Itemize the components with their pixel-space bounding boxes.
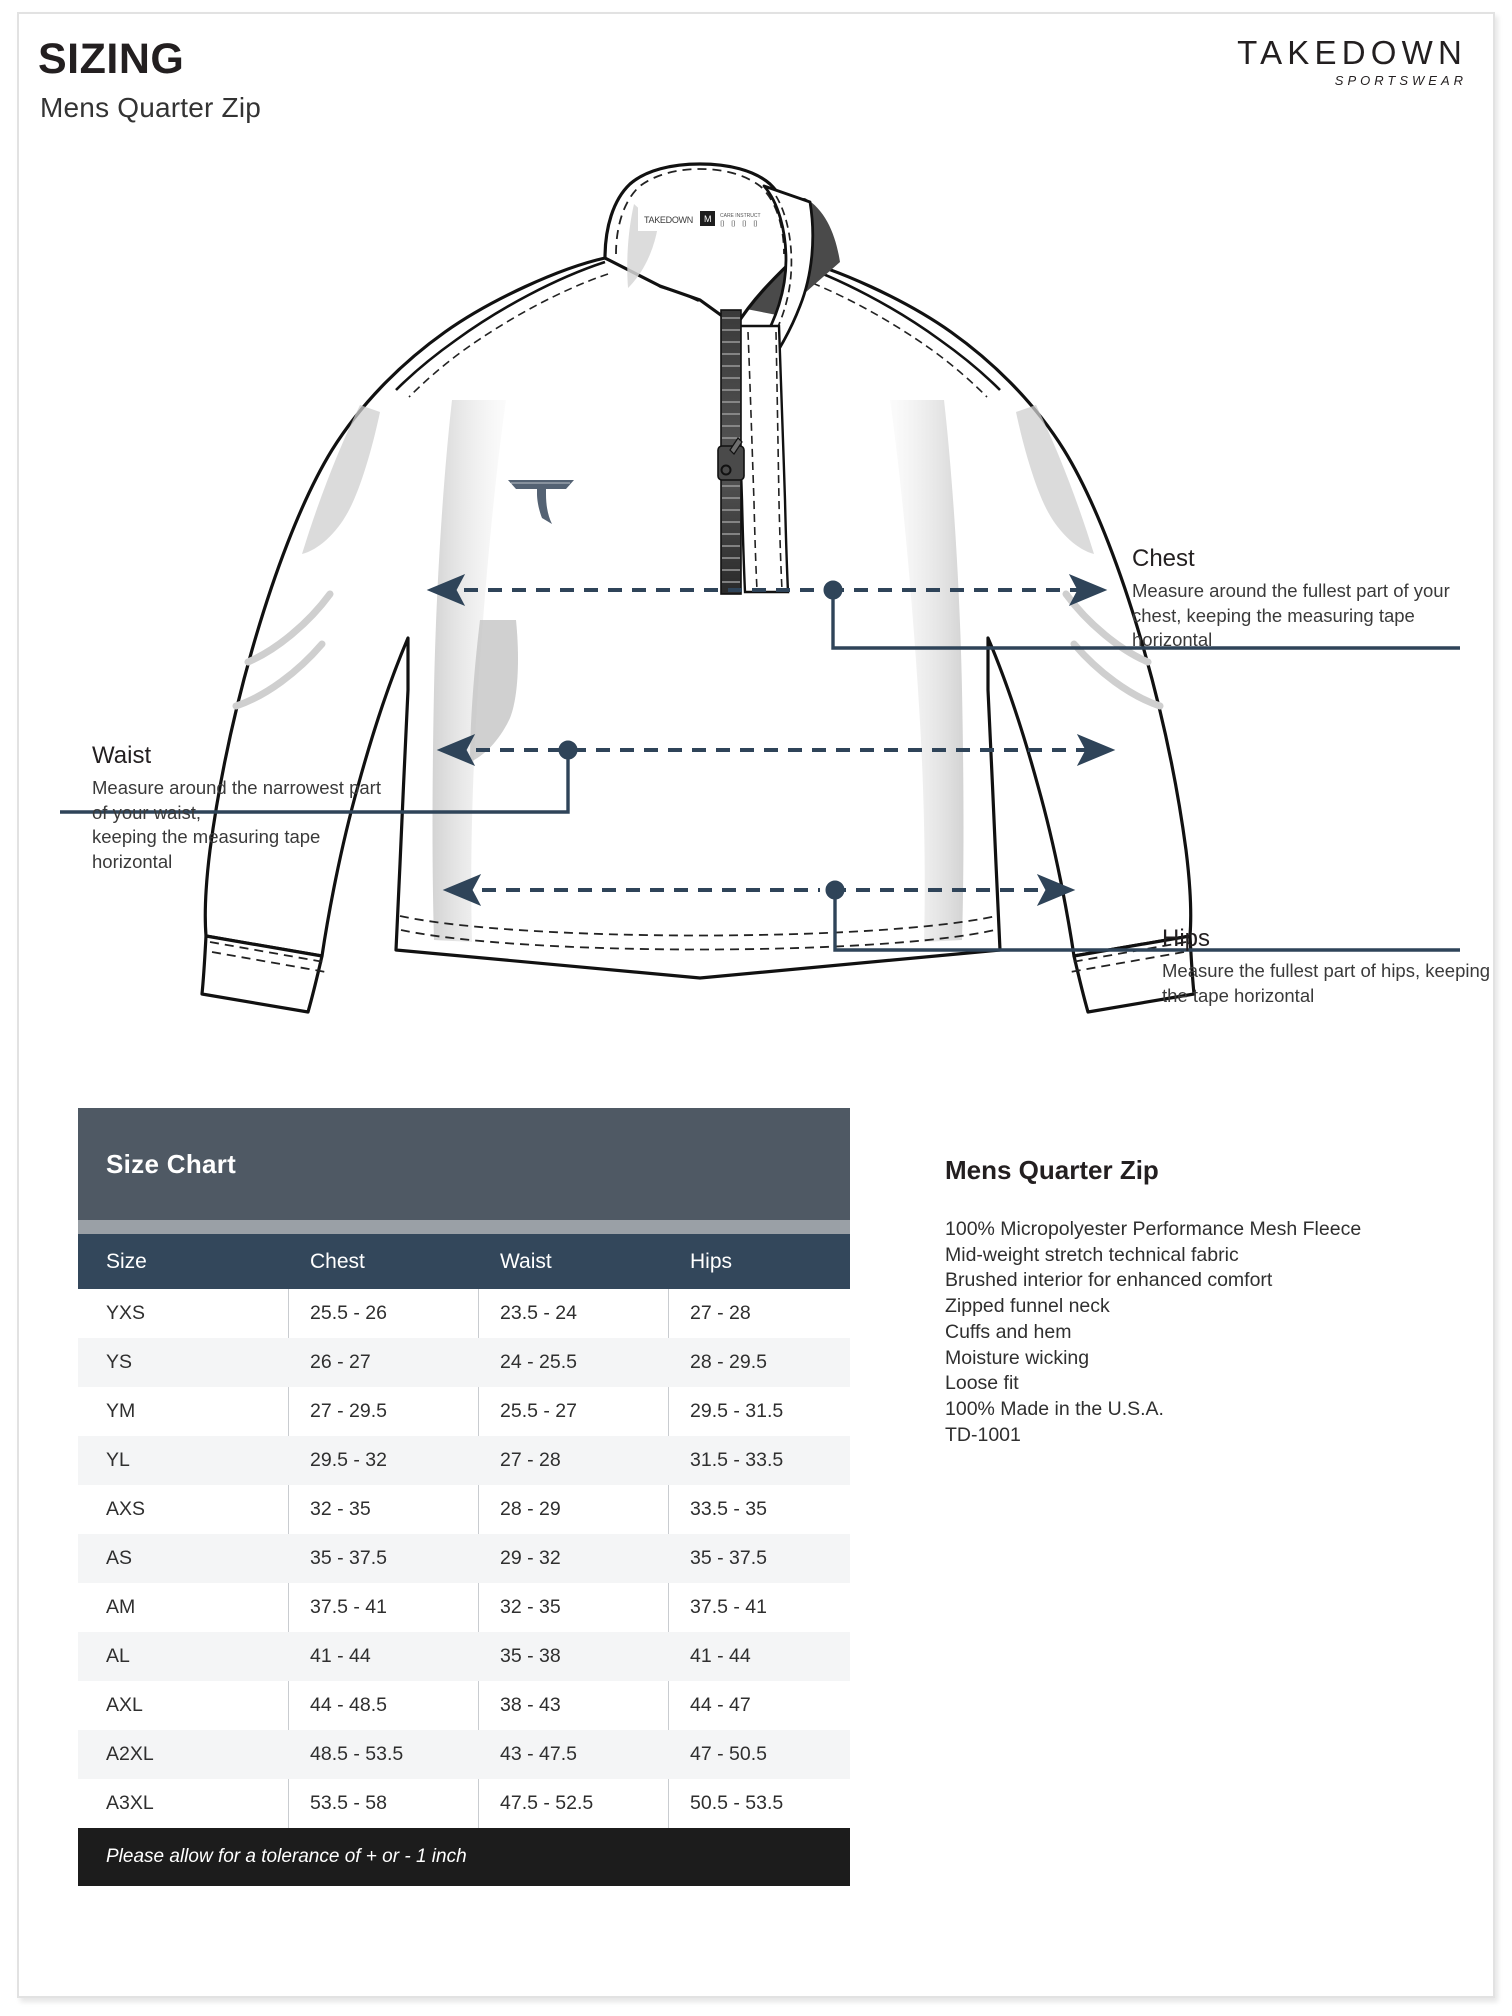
table-row (78, 1632, 850, 1681)
cell-waist: 47.5 - 52.5 (500, 1792, 594, 1814)
table-row (78, 1681, 850, 1730)
table-row (78, 1779, 850, 1828)
product-feature: Moisture wicking (945, 1346, 1090, 1369)
cell-hips: 50.5 - 53.5 (690, 1792, 784, 1814)
neck-label (638, 206, 764, 231)
svg-text:⌷ ⌷ ⌷ ⌷: ⌷ ⌷ ⌷ ⌷ (720, 219, 760, 228)
table-row (78, 1436, 850, 1485)
cell-hips: 33.5 - 35 (690, 1498, 767, 1520)
callout-chest-body: Measure around the fullest part of your chest, keeping the measuring tape horizontal (1132, 580, 1450, 651)
size-chart-header-row (78, 1234, 850, 1289)
brand-logo (1237, 36, 1467, 87)
product-feature: Mid-weight stretch technical fabric (945, 1243, 1239, 1266)
cell-waist: 35 - 38 (500, 1645, 561, 1667)
cell-size: AL (106, 1645, 130, 1667)
callout-waist-title: Waist (92, 742, 152, 769)
cell-waist: 25.5 - 27 (500, 1400, 577, 1422)
cell-hips: 35 - 37.5 (690, 1547, 767, 1569)
cell-hips: 41 - 44 (690, 1645, 751, 1667)
cell-hips: 44 - 47 (690, 1694, 751, 1716)
cell-chest: 26 - 27 (310, 1351, 371, 1373)
cell-chest: 29.5 - 32 (310, 1449, 387, 1471)
cell-hips: 47 - 50.5 (690, 1743, 767, 1765)
callout-chest (1132, 545, 1492, 653)
product-feature: Loose fit (945, 1372, 1019, 1395)
cell-size: A2XL (106, 1743, 154, 1765)
size-chart-banner-label: Size Chart (106, 1148, 237, 1179)
callout-waist-body: Measure around the narrowest part of your waist, keeping the measuring tape horizontal (92, 777, 381, 872)
product-feature: Zipped funnel neck (945, 1295, 1110, 1318)
brand-logo-tagline: SPORTSWEAR (1334, 73, 1467, 88)
cell-hips: 31.5 - 33.5 (690, 1449, 784, 1471)
cell-chest: 41 - 44 (310, 1645, 371, 1667)
brand-logo-name: TAKEDOWN (1237, 34, 1467, 71)
cell-chest: 35 - 37.5 (310, 1547, 387, 1569)
column-header-size: Size (106, 1249, 147, 1273)
table-row (78, 1338, 850, 1387)
cell-waist: 23.5 - 24 (500, 1302, 577, 1324)
size-chart-divider (78, 1220, 850, 1234)
svg-text:CARE INSTRUCT: CARE INSTRUCT (720, 213, 761, 219)
size-chart-footnote-text: Please allow for a tolerance of + or - 1 inch (106, 1846, 467, 1867)
product-feature: 100% Made in the U.S.A. (945, 1398, 1164, 1421)
product-feature-list (945, 1217, 1415, 1449)
cell-waist: 32 - 35 (500, 1596, 561, 1618)
svg-text:TAKEDOWN: TAKEDOWN (644, 215, 693, 225)
cell-size: YXS (106, 1302, 146, 1324)
cell-size: AXS (106, 1498, 146, 1520)
cell-size: AS (106, 1547, 133, 1569)
size-chart-banner (78, 1108, 850, 1220)
table-row (78, 1387, 850, 1436)
callout-hips-body: Measure the fullest part of hips, keeping the tape horizontal (1162, 960, 1491, 1006)
cell-chest: 53.5 - 58 (310, 1792, 387, 1814)
table-row (78, 1289, 850, 1338)
column-header-chest: Chest (310, 1249, 365, 1273)
cell-size: AXL (106, 1694, 143, 1716)
cell-chest: 44 - 48.5 (310, 1694, 387, 1716)
product-feature: 100% Micropolyester Performance Mesh Fleece (945, 1218, 1362, 1240)
cell-size: AM (106, 1596, 136, 1618)
cell-waist: 27 - 28 (500, 1449, 561, 1471)
cell-hips: 28 - 29.5 (690, 1351, 767, 1373)
callout-hips-title: Hips (1162, 925, 1211, 952)
callout-chest-title: Chest (1132, 545, 1195, 572)
callout-hips (1162, 925, 1512, 1008)
product-feature: Brushed interior for enhanced comfort (945, 1269, 1273, 1292)
cell-chest: 25.5 - 26 (310, 1302, 387, 1324)
product-feature: TD-1001 (945, 1423, 1021, 1446)
product-title: Mens Quarter Zip (945, 1155, 1159, 1185)
page-subtitle: Mens Quarter Zip (40, 92, 262, 123)
page-title: SIZING (38, 35, 185, 83)
column-header-waist: Waist (500, 1249, 552, 1273)
cell-chest: 32 - 35 (310, 1498, 371, 1520)
callout-waist (92, 742, 392, 874)
size-chart (78, 1108, 850, 1886)
column-header-hips: Hips (690, 1249, 733, 1273)
cell-size: YS (106, 1351, 133, 1373)
product-feature: Cuffs and hem (945, 1320, 1072, 1343)
cell-waist: 28 - 29 (500, 1498, 561, 1520)
cell-waist: 38 - 43 (500, 1694, 561, 1716)
cell-hips: 27 - 28 (690, 1302, 751, 1324)
cell-size: A3XL (106, 1792, 154, 1814)
table-row (78, 1583, 850, 1632)
cell-waist: 24 - 25.5 (500, 1351, 577, 1373)
product-info (945, 1155, 1415, 1449)
cell-waist: 43 - 47.5 (500, 1743, 577, 1765)
cell-chest: 27 - 29.5 (310, 1400, 387, 1422)
cell-waist: 29 - 32 (500, 1547, 561, 1569)
table-row (78, 1485, 850, 1534)
cell-chest: 48.5 - 53.5 (310, 1743, 404, 1765)
cell-size: YL (106, 1449, 130, 1471)
size-chart-body (78, 1289, 850, 1828)
table-row (78, 1730, 850, 1779)
table-row (78, 1534, 850, 1583)
cell-hips: 37.5 - 41 (690, 1596, 767, 1618)
cell-chest: 37.5 - 41 (310, 1596, 387, 1618)
cell-hips: 29.5 - 31.5 (690, 1400, 784, 1422)
cell-size: YM (106, 1400, 136, 1422)
size-chart-footnote (78, 1828, 850, 1886)
svg-text:M: M (704, 214, 712, 224)
